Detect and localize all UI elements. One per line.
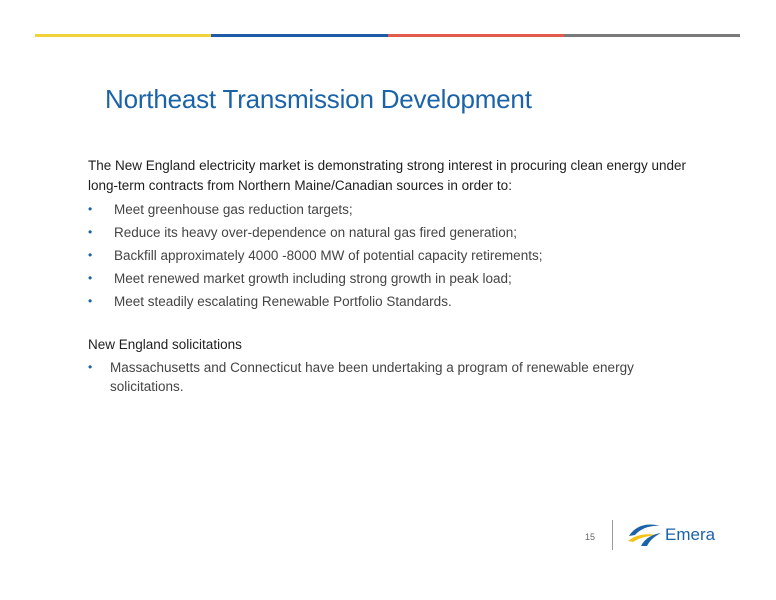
bullet-icon: • (88, 294, 93, 308)
list-item-text: Meet renewed market growth including strong growth in peak load; (114, 271, 512, 286)
bullet-icon: • (88, 225, 93, 239)
list-item-text: Reduce its heavy over-dependence on natural gas fired generation; (114, 225, 518, 240)
rule-segment-gray (564, 34, 740, 37)
rule-segment-yellow (35, 34, 211, 37)
emera-swoosh-icon (627, 520, 663, 548)
solicitations-list (88, 358, 708, 396)
rule-segment-blue (211, 34, 387, 37)
bullet-icon: • (88, 271, 93, 285)
rule-segment-red (388, 34, 564, 37)
goals-list (88, 198, 708, 313)
page-number: 15 (585, 532, 596, 542)
logo-wordmark: Emera (665, 525, 716, 544)
list-item (88, 198, 708, 221)
section-heading: New England solicitations (88, 337, 242, 352)
emera-logo (627, 520, 715, 548)
bullet-icon: • (88, 202, 93, 216)
list-item-text: Meet greenhouse gas reduction targets; (114, 202, 353, 217)
list-item-text: Massachusetts and Connecticut have been undertaking a program of renewable energy solicitations. (110, 360, 634, 394)
list-item-text: Meet steadily escalating Renewable Portfolio Standards. (114, 294, 452, 309)
list-item (88, 358, 708, 396)
list-item (88, 244, 708, 267)
top-color-rule (35, 34, 740, 37)
slide-body (88, 156, 708, 396)
list-item (88, 267, 708, 290)
list-item-text: Backfill approximately 4000 -8000 MW of potential capacity retirements; (114, 248, 543, 263)
bullet-icon: • (88, 248, 93, 262)
list-item (88, 221, 708, 244)
list-item (88, 290, 708, 313)
bullet-icon: • (88, 360, 93, 374)
slide-title: Northeast Transmission Development (105, 84, 532, 114)
footer-divider (612, 520, 613, 550)
intro-paragraph: The New England electricity market is demonstrating strong interest in procuring clean energy under long-term contracts from Northern Maine/Canadian sources in order to: (88, 158, 687, 193)
